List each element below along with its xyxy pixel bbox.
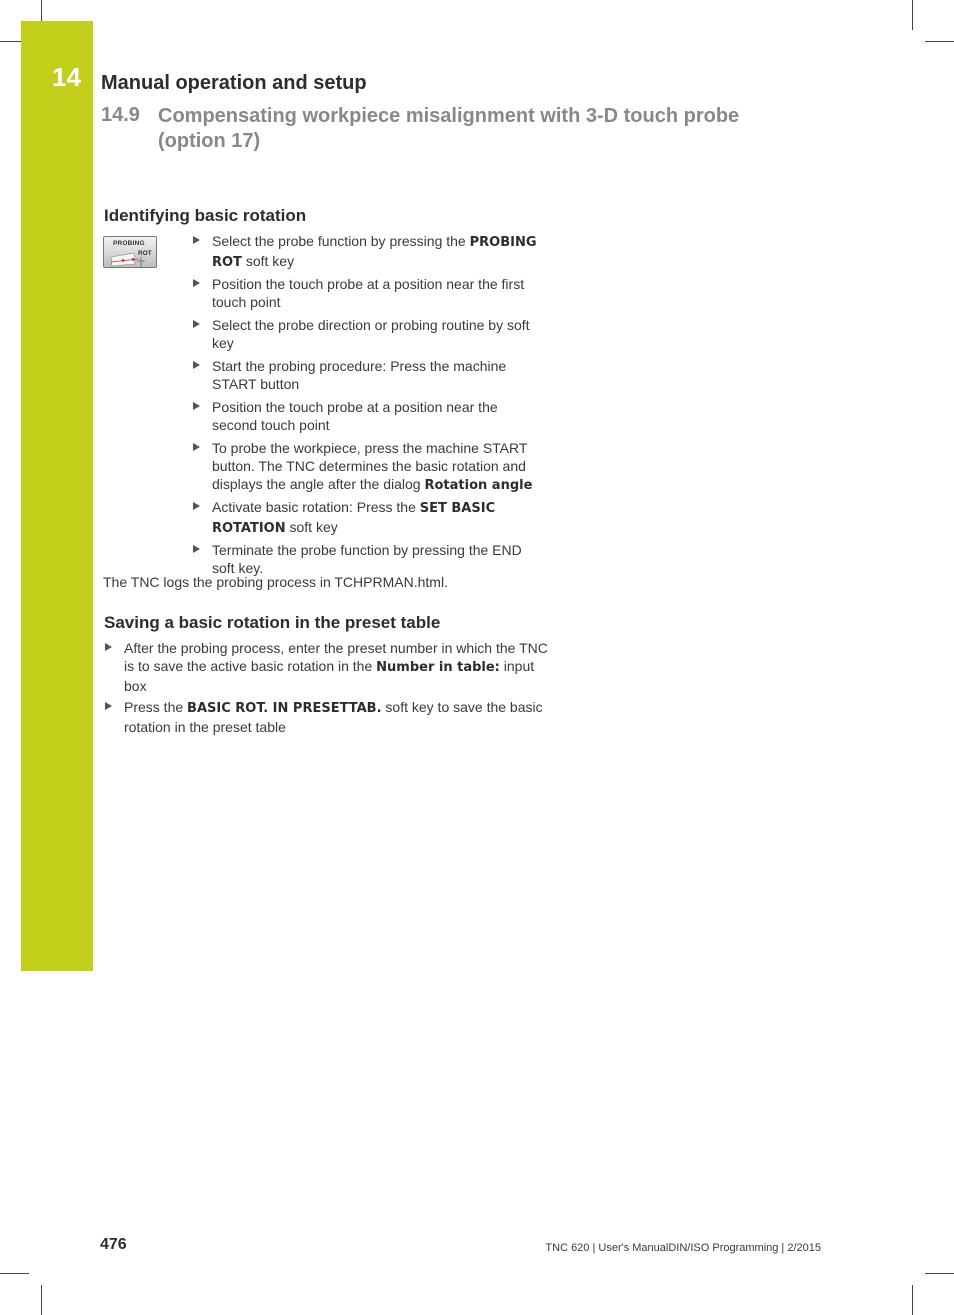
softkey-name: PROBING ROT <box>212 235 537 270</box>
crop-mark <box>0 1273 29 1274</box>
crop-mark <box>925 1273 954 1274</box>
crop-mark <box>0 41 21 42</box>
arrow-right-icon <box>193 502 200 510</box>
softkey-label-top: PROBING <box>113 240 145 247</box>
list-item: Activate basic rotation: Press the SET BASIC ROTATION soft key <box>191 498 546 538</box>
section-title: Compensating workpiece misalignment with 3-D touch probe (option 17) <box>158 105 740 152</box>
arrow-right-icon <box>105 643 112 651</box>
list-item: Position the touch probe at a position near the first touch point <box>191 275 546 313</box>
list-item: Select the probe function by pressing the PROBING ROT soft key <box>191 232 546 272</box>
probe-graphic-icon <box>104 237 158 269</box>
steps-identifying-basic-rotation <box>191 232 546 582</box>
list-item: Press the BASIC ROT. IN PRESETTAB. soft key to save the basic rotation in the preset table <box>103 698 548 736</box>
list-item: Select the probe direction or probing routine by soft key <box>191 316 546 354</box>
arrow-right-icon <box>193 361 200 369</box>
list-item: Start the probing procedure: Press the machine START button <box>191 357 546 395</box>
arrow-right-icon <box>193 402 200 410</box>
crop-mark <box>41 0 42 21</box>
arrow-right-icon <box>193 320 200 328</box>
input-box-name: Number in table: <box>376 660 500 675</box>
list-item: Terminate the probe function by pressing the END soft key. <box>191 541 546 579</box>
dialog-name: Rotation angle <box>424 478 533 493</box>
section-number: 14.9 <box>101 104 140 126</box>
arrow-right-icon <box>193 545 200 553</box>
list-item: To probe the workpiece, press the machine START button. The TNC determines the basic rotation and displays the angle after the dialog Rotation angle <box>191 439 546 495</box>
softkey-name: BASIC ROT. IN PRESETTAB. <box>187 701 382 716</box>
crop-mark <box>912 1285 913 1315</box>
heading-identifying-basic-rotation: Identifying basic rotation <box>104 206 307 225</box>
softkey-name: SET BASIC ROTATION <box>212 501 496 536</box>
chapter-sidebar <box>21 21 93 971</box>
chapter-title: Manual operation and setup <box>101 72 367 94</box>
heading-saving-basic-rotation: Saving a basic rotation in the preset table <box>104 613 441 632</box>
arrow-right-icon <box>193 236 200 244</box>
crop-mark <box>925 41 954 42</box>
log-note: The TNC logs the probing process in TCHPRMAN.html. <box>103 574 448 590</box>
steps-saving-basic-rotation <box>103 639 548 739</box>
arrow-right-icon <box>193 443 200 451</box>
probing-rot-softkey-icon <box>103 236 157 268</box>
list-item: After the probing process, enter the preset number in which the TNC is to save the active basic rotation in the Number in table: input box <box>103 639 548 695</box>
page-number: 476 <box>100 1236 127 1253</box>
footer-text: TNC 620 | User's ManualDIN/ISO Programming | 2/2015 <box>545 1242 821 1254</box>
list-item: Position the touch probe at a position near the second touch point <box>191 398 546 436</box>
arrow-right-icon <box>105 702 112 710</box>
chapter-number: 14 <box>52 62 81 92</box>
crop-mark <box>912 0 913 30</box>
arrow-right-icon <box>193 279 200 287</box>
softkey-label-bottom: ROT <box>138 250 152 257</box>
crop-mark <box>41 1285 42 1315</box>
